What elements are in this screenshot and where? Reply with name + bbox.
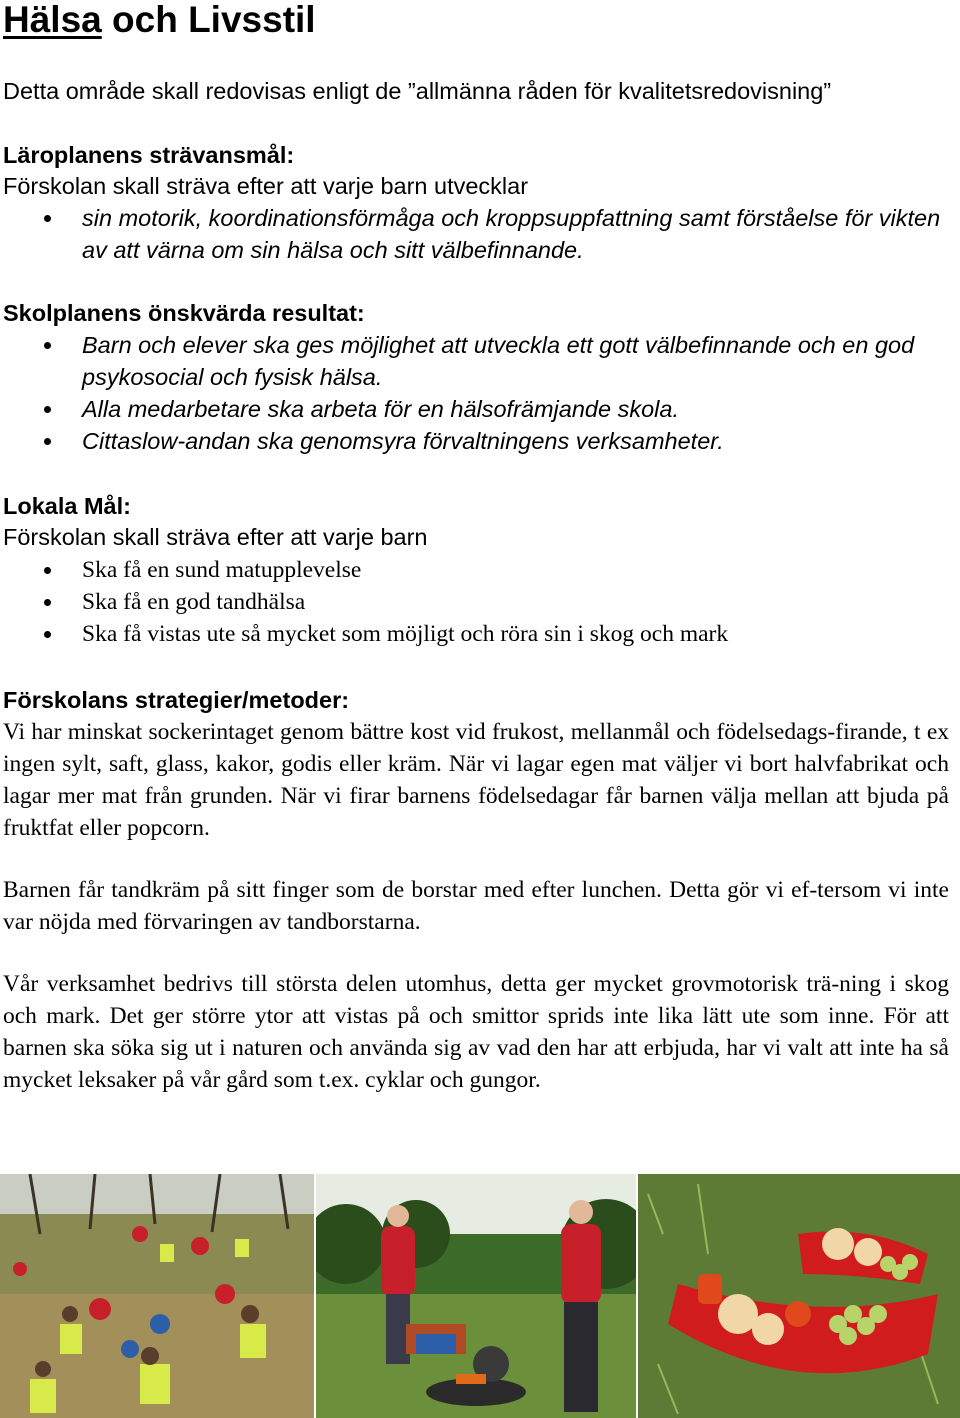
strategier-heading: Förskolans strategier/metoder: bbox=[3, 687, 350, 713]
strategier-paragraph-3: Vår verksamhet bedrivs till största delen utomhus, detta ger mycket grovmotorisk trä-ning i skog och mark. Det ger större ytor att vistas på och smittor sprids inte lika lätt ute som inne. För att barnen ska söka sig ut i naturen och använda sig av vad den har att erbjuda, har vi valt att inte ha så mycket leksaker på vår gård som t.ex. cyklar och gungor. bbox=[3, 971, 949, 1093]
intro-text: Detta område skall redovisas enligt de ”allmänna råden för kvalitetsredovisning” bbox=[3, 78, 832, 104]
list-item: Ska få en sund matupplevelse bbox=[0, 554, 950, 586]
page-title bbox=[3, 0, 316, 42]
lokala-lead: Förskolan skall sträva efter att varje barn bbox=[3, 524, 428, 550]
list-item: sin motorik, koordinationsförmåga och kroppsuppfattning samt förståelse för vikten av att värna om sin hälsa och sitt välbefinnande. bbox=[0, 202, 950, 266]
list-item: Cittaslow-andan ska genomsyra förvaltningens verksamheter. bbox=[0, 425, 950, 457]
page-title-underlined: Hälsa bbox=[3, 0, 102, 40]
skolplan-list bbox=[0, 329, 950, 457]
laroplan-heading: Läroplanens strävansmål: bbox=[3, 142, 295, 168]
strategier-paragraph-2: Barnen får tandkräm på sitt finger som de borstar med efter lunchen. Detta gör vi ef-tersom vi inte var nöjda med förvaringen av tandborstarna. bbox=[3, 877, 949, 935]
list-item: Alla medarbetare ska arbeta för en hälsofrämjande skola. bbox=[0, 393, 950, 425]
photo-children-in-park bbox=[0, 1174, 314, 1418]
lokala-heading-text: Lokala Mål: bbox=[3, 493, 131, 519]
list-item: Ska få en god tandhälsa bbox=[0, 586, 950, 618]
page-title-rest: och Livsstil bbox=[101, 0, 316, 40]
list-item: Barn och elever ska ges möjlighet att utveckla ett gott välbefinnande och en god psykosocial och fysisk hälsa. bbox=[0, 329, 950, 393]
skolplan-heading: Skolplanens önskvärda resultat: bbox=[3, 300, 365, 326]
photo-strip bbox=[0, 1174, 960, 1418]
lokala-heading bbox=[3, 490, 949, 522]
laroplan-list bbox=[0, 202, 950, 266]
list-item: Ska få vistas ute så mycket som möjligt och röra sin i skog och mark bbox=[0, 618, 950, 650]
photo-fruit-tray bbox=[638, 1174, 960, 1418]
laroplan-lead: Förskolan skall sträva efter att varje barn utvecklar bbox=[3, 173, 529, 199]
photo-adults-cooking-outdoors bbox=[316, 1174, 636, 1418]
lokala-list bbox=[0, 554, 950, 650]
strategier-paragraph-1: Vi har minskat sockerintaget genom bättre kost vid frukost, mellanmål och födelsedags-firande, t ex ingen sylt, saft, glass, kakor, godis eller kräm. När vi lagar egen mat väljer vi bort halvfabrikat och lagar mer mat från grunden. När vi firar barnens födelsedagar får barnen välja mellan att bjuda på fruktfat eller popcorn. bbox=[3, 719, 949, 841]
